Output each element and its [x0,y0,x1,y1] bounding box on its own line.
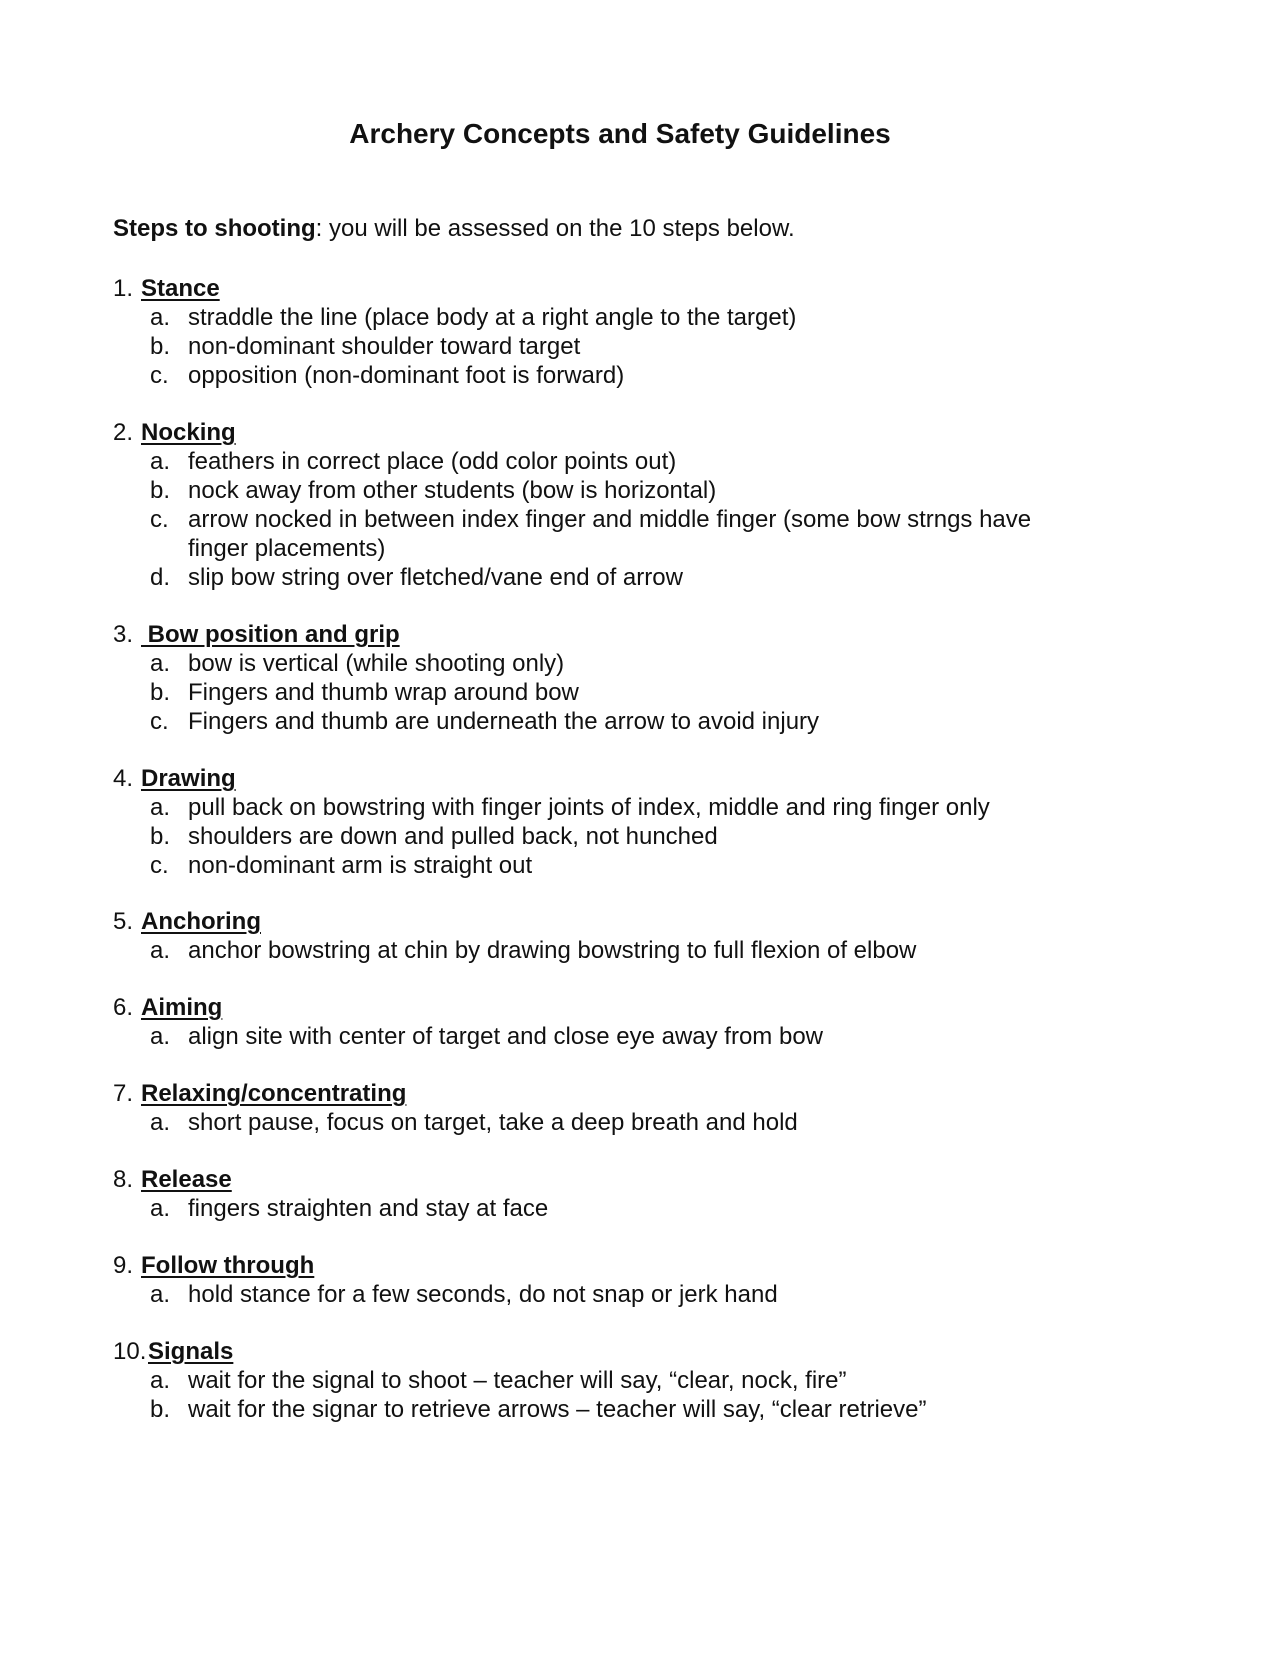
sub-item [113,505,1113,563]
sub-item-letter: c. [150,708,169,735]
sub-item [113,1395,1113,1424]
sub-item-text: straddle the line (place body at a right angle to the target) [188,304,797,331]
step-title: Anchoring [141,908,261,935]
sub-item [113,1194,1113,1223]
sub-item-text: fingers straighten and stay at face [188,1195,549,1222]
step-number: 2. [113,419,134,446]
sub-item-text: slip bow string over fletched/vane end of arrow [188,564,683,591]
step-number: 4. [113,765,134,792]
sub-item-letter: a. [150,650,171,677]
step-title: Release [141,1166,232,1193]
sub-item-text: shoulders are down and pulled back, not hunched [188,823,718,850]
step-heading [113,418,1113,447]
sub-item-letter: a. [150,304,171,331]
step-item [113,993,1113,1051]
sub-item [113,1280,1113,1309]
step-number: 10. [113,1338,147,1365]
step-title: Nocking [141,419,236,446]
sub-item [113,563,1113,592]
sub-item-letter: d. [150,564,171,591]
sub-item-letter: c. [150,362,169,389]
step-title: Bow position and grip [141,621,400,648]
step-item [113,1165,1113,1223]
step-item [113,274,1113,390]
sub-item-text: hold stance for a few seconds, do not snap or jerk hand [188,1281,778,1308]
sub-item [113,1022,1113,1051]
sub-item [113,649,1113,678]
sub-item-letter: c. [150,852,169,879]
sub-item-letter: b. [150,823,171,850]
sub-item-text: bow is vertical (while shooting only) [188,650,565,677]
step-item [113,907,1113,965]
sub-item [113,851,1113,880]
sub-item-text: non-dominant shoulder toward target [188,333,581,360]
sub-item [113,678,1113,707]
sub-item-letter: a. [150,1281,171,1308]
intro-lead: Steps to shooting [113,215,316,242]
step-item [113,1337,1113,1424]
sub-item-letter: a. [150,937,171,964]
sub-item-text: feathers in correct place (odd color points out) [188,448,677,475]
step-number: 6. [113,994,134,1021]
step-title: Stance [141,275,220,302]
step-item [113,620,1113,736]
step-heading [113,1165,1113,1194]
step-heading [113,1251,1113,1280]
sub-item-letter: b. [150,477,171,504]
sub-item-text: wait for the signal to shoot – teacher will say, “clear, nock, fire” [188,1367,847,1394]
step-title: Follow through [141,1252,315,1279]
sub-item-letter: c. [150,506,169,533]
step-number: 7. [113,1080,134,1107]
sub-item [113,1366,1113,1395]
sub-item-letter: a. [150,1109,171,1136]
step-heading [113,620,1113,649]
step-item [113,764,1113,880]
sub-item-letter: a. [150,1195,171,1222]
step-item [113,1251,1113,1309]
step-item [113,1079,1113,1137]
sub-item-letter: b. [150,1396,171,1423]
step-title: Drawing [141,765,236,792]
sub-item [113,822,1113,851]
sub-item-text: Fingers and thumb wrap around bow [188,679,579,706]
sub-item [113,332,1113,361]
sub-item-text: short pause, focus on target, take a deep breath and hold [188,1109,798,1136]
intro-line [113,214,795,244]
sub-item-letter: a. [150,1023,171,1050]
sub-item [113,361,1113,390]
sub-item-letter: b. [150,333,171,360]
sub-item-text: anchor bowstring at chin by drawing bowstring to full flexion of elbow [188,937,917,964]
sub-item-text: align site with center of target and close eye away from bow [188,1023,823,1050]
intro-text: : you will be assessed on the 10 steps below. [315,215,795,242]
step-heading [113,907,1113,936]
step-number: 5. [113,908,134,935]
step-item [113,418,1113,592]
sub-item-text: arrow nocked in between index finger and middle finger (some bow strngs have finger placements) [188,506,1032,562]
sub-item-text: wait for the signar to retrieve arrows – teacher will say, “clear retrieve” [188,1396,927,1423]
sub-item-text: nock away from other students (bow is horizontal) [188,477,717,504]
sub-item [113,1108,1113,1137]
sub-item-letter: a. [150,1367,171,1394]
step-heading [113,274,1113,303]
step-number: 8. [113,1166,134,1193]
sub-item [113,303,1113,332]
step-heading [113,993,1113,1022]
page-title: Archery Concepts and Safety Guidelines [349,118,891,149]
sub-item-letter: a. [150,794,171,821]
sub-item [113,793,1113,822]
sub-item [113,936,1113,965]
step-heading [113,764,1113,793]
step-title: Aiming [141,994,223,1021]
step-heading [113,1079,1113,1108]
step-number: 3. [113,621,134,648]
step-title: Signals [148,1338,234,1365]
step-title: Relaxing/concentrating [141,1080,407,1107]
sub-item [113,447,1113,476]
sub-item [113,707,1113,736]
step-number: 9. [113,1252,134,1279]
sub-item-text: pull back on bowstring with finger joints of index, middle and ring finger only [188,794,990,821]
sub-item-letter: b. [150,679,171,706]
step-heading [113,1337,1113,1366]
step-number: 1. [113,275,134,302]
sub-item-text: non-dominant arm is straight out [188,852,533,879]
sub-item-letter: a. [150,448,171,475]
sub-item-text: opposition (non-dominant foot is forward) [188,362,625,389]
sub-item-text: Fingers and thumb are underneath the arrow to avoid injury [188,708,820,735]
sub-item [113,476,1113,505]
